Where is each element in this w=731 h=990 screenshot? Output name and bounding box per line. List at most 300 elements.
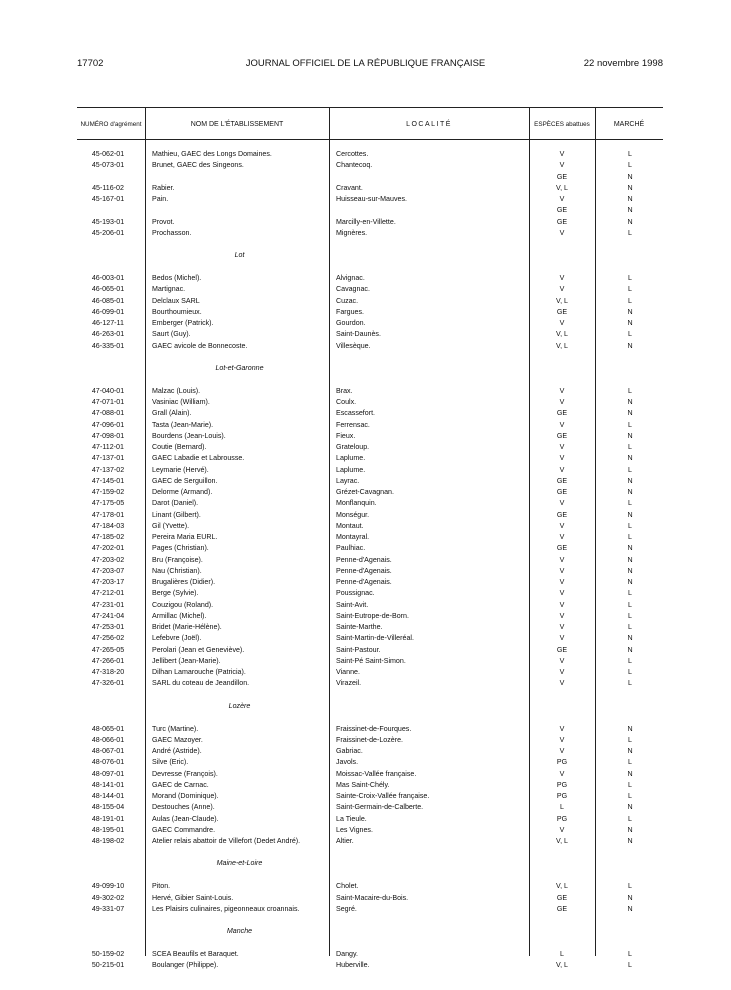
cell-marche: N xyxy=(627,510,633,519)
cell-localite: Laplume. xyxy=(336,454,366,463)
table-row xyxy=(0,543,731,554)
column-header-especes: ESPÈCES abattues xyxy=(534,120,590,128)
cell-numero: 49-302-02 xyxy=(91,893,125,902)
cell-marche: N xyxy=(627,454,633,463)
cell-especes: V xyxy=(559,769,565,778)
cell-numero: 47-175-05 xyxy=(91,499,125,508)
table-row xyxy=(0,386,731,397)
cell-nom: GAEC Labadie et Labrousse. xyxy=(152,454,245,463)
cell-numero: 47-185-02 xyxy=(91,533,125,541)
cell-nom: Bru (Françoise). xyxy=(152,555,203,564)
cell-numero: 47-137-01 xyxy=(91,454,125,463)
cell-especes: PG xyxy=(556,814,568,823)
cell-marche: N xyxy=(627,645,633,654)
cell-localite: Penne-d'Agenais. xyxy=(336,555,392,564)
cell-numero: 48-066-01 xyxy=(91,735,125,744)
cell-numero: 47-203-07 xyxy=(91,566,125,575)
cell-localite: Mas Saint-Chély. xyxy=(336,780,390,789)
cell-marche: L xyxy=(628,961,632,970)
cell-especes: V xyxy=(559,578,565,586)
column-header-localite: LOCALITÉ xyxy=(406,120,452,128)
cell-nom: Grall (Alain). xyxy=(152,409,192,418)
cell-localite: Paulhiac. xyxy=(336,544,366,553)
cell-localite: Brax. xyxy=(336,386,353,395)
table-row xyxy=(0,487,731,498)
cell-localite: Coulx. xyxy=(336,398,357,406)
table-row xyxy=(0,814,731,825)
column-header-marche: MARCHÉ xyxy=(613,120,645,128)
cell-numero: 47-326-01 xyxy=(91,679,125,688)
cell-especes: V xyxy=(559,161,565,170)
cell-especes: V xyxy=(559,825,565,834)
cell-numero: 46-003-01 xyxy=(91,274,125,282)
cell-numero: 47-202-01 xyxy=(91,544,125,553)
cell-nom: Devresse (François). xyxy=(152,769,218,778)
cell-numero: 48-198-02 xyxy=(91,837,125,845)
cell-numero: 46-127-11 xyxy=(92,319,124,327)
table-row xyxy=(0,296,731,307)
cell-especes: V xyxy=(559,724,565,733)
cell-nom: Brugalières (Didier). xyxy=(152,578,216,586)
section-heading xyxy=(0,858,731,869)
cell-nom: Destouches (Anne). xyxy=(152,803,215,812)
section-heading xyxy=(0,926,731,937)
cell-numero: 47-256-02 xyxy=(91,634,125,643)
cell-numero: 48-144-01 xyxy=(91,792,125,800)
table-row xyxy=(0,645,731,656)
cell-localite: Segré. xyxy=(336,904,357,913)
cell-localite: Altier. xyxy=(336,837,354,845)
cell-especes: L xyxy=(560,950,564,958)
table-row xyxy=(0,476,731,487)
cell-numero: 46-065-01 xyxy=(91,285,125,294)
cell-localite: Saint-Germain-de-Calberte. xyxy=(336,803,424,812)
cell-especes: V xyxy=(559,386,565,395)
cell-marche: N xyxy=(627,769,633,778)
cell-especes: GE xyxy=(556,172,568,181)
cell-especes: GE xyxy=(556,206,568,215)
cell-numero: 47-098-01 xyxy=(91,431,125,440)
cell-marche: N xyxy=(627,217,633,226)
table-row xyxy=(0,780,731,791)
table-row xyxy=(0,408,731,419)
cell-numero: 47-040-01 xyxy=(91,386,125,395)
cell-localite: Chantecoq. xyxy=(336,161,373,170)
cell-nom: GAEC de Carnac. xyxy=(152,780,209,789)
table-row xyxy=(0,904,731,915)
cell-especes: GE xyxy=(556,544,568,553)
cell-especes: L xyxy=(560,803,564,812)
cell-localite: Grateloup. xyxy=(336,443,370,451)
cell-localite: Fieux. xyxy=(336,431,356,440)
cell-nom: Piton. xyxy=(152,882,171,891)
cell-marche: L xyxy=(628,735,632,744)
cell-nom: Lefebvre (Joël). xyxy=(152,634,202,643)
table-row xyxy=(0,633,731,644)
cell-especes: GE xyxy=(556,476,568,485)
table-row xyxy=(0,397,731,408)
table-row xyxy=(0,431,731,442)
cell-nom: Silve (Eric). xyxy=(152,758,189,767)
cell-nom: André (Astride). xyxy=(152,747,202,755)
table-row xyxy=(0,588,731,599)
table-row xyxy=(0,149,731,160)
column-header-nom: NOM DE L'ÉTABLISSEMENT xyxy=(190,120,284,128)
cell-especes: PG xyxy=(556,792,568,800)
cell-nom: Armillac (Michel). xyxy=(152,611,207,620)
cell-especes: PG xyxy=(556,758,568,767)
cell-localite: Alvignac. xyxy=(336,274,365,282)
cell-localite: Fraissinet-de-Lozère. xyxy=(336,735,404,744)
cell-numero: 48-195-01 xyxy=(91,825,125,834)
cell-nom: Brunet, GAEC des Singeons. xyxy=(152,161,244,170)
cell-nom: SARL du coteau de Jeandillon. xyxy=(152,679,250,688)
cell-numero: 47-212-01 xyxy=(91,589,125,598)
cell-especes: GE xyxy=(556,510,568,519)
journal-title: JOURNAL OFFICIEL DE LA RÉPUBLIQUE FRANÇAISE xyxy=(245,58,486,69)
cell-marche: L xyxy=(628,228,632,237)
cell-especes: GE xyxy=(556,645,568,654)
cell-numero: 47-253-01 xyxy=(91,623,125,631)
cell-marche: L xyxy=(628,274,632,282)
table-row xyxy=(0,442,731,453)
table-row xyxy=(0,656,731,667)
cell-localite: Fargues. xyxy=(336,307,364,316)
cell-localite: Penne-d'Agenais. xyxy=(336,566,392,575)
cell-nom: Provot. xyxy=(152,217,175,226)
cell-numero: 47-096-01 xyxy=(91,420,125,429)
cell-numero: 45-073-01 xyxy=(91,161,125,170)
cell-numero: 46-099-01 xyxy=(91,307,125,316)
cell-marche: N xyxy=(627,634,633,643)
cell-especes: V xyxy=(559,443,565,451)
table-row xyxy=(0,724,731,735)
cell-localite: La Tieule. xyxy=(336,814,367,823)
table-row xyxy=(0,555,731,566)
cell-nom: Leymarie (Hervé). xyxy=(152,465,209,474)
cell-especes: V xyxy=(559,533,565,541)
table-row xyxy=(0,735,731,746)
cell-marche: N xyxy=(627,578,633,586)
cell-localite: Cavagnac. xyxy=(336,285,370,294)
cell-localite: Cholet. xyxy=(336,882,359,891)
table-row xyxy=(0,949,731,960)
table-row xyxy=(0,566,731,577)
cell-marche: L xyxy=(628,330,632,339)
cell-nom: Gil (Yvette). xyxy=(152,521,190,530)
cell-marche: L xyxy=(628,285,632,294)
cell-localite: Saint-Pé Saint-Simon. xyxy=(336,656,406,665)
cell-localite: Saint-Avit. xyxy=(336,600,369,609)
cell-nom: Martignac. xyxy=(152,285,186,294)
cell-marche: L xyxy=(628,161,632,170)
table-row xyxy=(0,757,731,768)
cell-especes: V xyxy=(559,285,565,294)
cell-numero: 48-097-01 xyxy=(91,769,125,778)
cell-localite: Sainte-Croix-Vallée française. xyxy=(336,792,430,800)
cell-numero: 47-071-01 xyxy=(91,398,125,406)
cell-especes: V xyxy=(559,634,565,643)
issue-date: 22 novembre 1998 xyxy=(583,58,663,69)
cell-localite: Saint-Eutrope-de-Born. xyxy=(336,611,409,620)
cell-marche: L xyxy=(628,780,632,789)
table-row xyxy=(0,172,731,183)
cell-especes: V xyxy=(559,611,565,620)
cell-especes: V xyxy=(559,420,565,429)
cell-nom: Pages (Christian). xyxy=(152,544,209,553)
cell-localite: Layrac. xyxy=(336,476,360,485)
table-row xyxy=(0,273,731,284)
cell-marche: L xyxy=(628,600,632,609)
cell-marche: L xyxy=(628,296,632,305)
cell-especes: GE xyxy=(556,893,568,902)
cell-marche: L xyxy=(628,814,632,823)
cell-marche: L xyxy=(628,465,632,474)
table-row xyxy=(0,678,731,689)
cell-localite: Huisseau-sur-Mauves. xyxy=(336,195,407,203)
cell-localite: Penne-d'Agenais. xyxy=(336,578,392,586)
cell-nom: SCEA Beaufils et Baraquet. xyxy=(152,950,239,958)
cell-nom: Linant (Gilbert). xyxy=(152,510,201,519)
table-row xyxy=(0,498,731,509)
cell-localite: Montayral. xyxy=(336,533,370,541)
cell-numero: 47-266-01 xyxy=(91,656,125,665)
cell-nom: Pain. xyxy=(152,195,169,203)
table-row xyxy=(0,307,731,318)
cell-localite: Vianne. xyxy=(336,668,360,676)
cell-localite: Marcilly-en-Villette. xyxy=(336,217,396,226)
cell-nom: Emberger (Patrick). xyxy=(152,319,214,327)
cell-numero: 48-191-01 xyxy=(91,814,125,823)
cell-especes: V xyxy=(559,228,565,237)
cell-especes: V xyxy=(559,150,565,158)
cell-nom: Rabier. xyxy=(152,183,175,192)
cell-marche: N xyxy=(627,724,633,733)
cell-localite: Fraissinet-de-Fourques. xyxy=(336,724,412,733)
cell-marche: L xyxy=(628,950,632,958)
cell-especes: GE xyxy=(556,488,568,496)
cell-marche: N xyxy=(627,341,633,350)
cell-nom: Perolari (Jean et Geneviève). xyxy=(152,645,245,654)
cell-nom: Darot (Daniel). xyxy=(152,499,199,508)
cell-especes: V xyxy=(559,656,565,665)
cell-especes: V xyxy=(559,319,565,327)
cell-especes: V xyxy=(559,274,565,282)
section-title: Lot-et-Garonne xyxy=(215,363,264,372)
cell-localite: Gabriac. xyxy=(336,747,363,755)
cell-marche: N xyxy=(627,307,633,316)
section-title: Maine-et-Loire xyxy=(216,859,263,868)
cell-marche: L xyxy=(628,792,632,800)
table-row xyxy=(0,465,731,476)
cell-especes: GE xyxy=(556,307,568,316)
cell-localite: Villesèque. xyxy=(336,341,371,350)
cell-especes: V, L xyxy=(556,882,568,891)
table-row xyxy=(0,341,731,352)
cell-localite: Gourdon. xyxy=(336,319,366,327)
cell-marche: L xyxy=(628,758,632,767)
cell-marche: L xyxy=(628,679,632,688)
cell-marche: N xyxy=(627,319,633,327)
cell-especes: V, L xyxy=(556,837,568,845)
cell-marche: N xyxy=(627,431,633,440)
cell-numero: 47-159-02 xyxy=(91,488,125,496)
cell-localite: Saint-Macaire-du-Bois. xyxy=(336,893,409,902)
cell-nom: Berge (Sylvie). xyxy=(152,589,199,598)
cell-numero: 45-193-01 xyxy=(91,217,125,226)
cell-marche: N xyxy=(627,893,633,902)
cell-numero: 48-155-04 xyxy=(91,803,125,812)
cell-numero: 45-062-01 xyxy=(91,150,125,158)
table-row xyxy=(0,802,731,813)
section-heading xyxy=(0,701,731,712)
table-row xyxy=(0,284,731,295)
cell-localite: Mignères. xyxy=(336,228,368,237)
cell-nom: Bourdens (Jean-Louis). xyxy=(152,431,226,440)
cell-numero: 47-231-01 xyxy=(91,600,125,609)
cell-marche: L xyxy=(628,150,632,158)
cell-marche: L xyxy=(628,623,632,631)
cell-numero: 48-076-01 xyxy=(91,758,125,767)
cell-nom: Coutie (Bernard). xyxy=(152,443,207,451)
cell-localite: Montaut. xyxy=(336,521,364,530)
cell-numero: 46-263-01 xyxy=(91,330,125,339)
section-heading xyxy=(0,363,731,374)
cell-nom: Nau (Christian). xyxy=(152,566,202,575)
column-header-numero: NUMÉRO d'agrément xyxy=(80,120,142,128)
cell-especes: GE xyxy=(556,431,568,440)
table-row xyxy=(0,228,731,239)
cell-localite: Cercottes. xyxy=(336,150,369,158)
cell-localite: Huberville. xyxy=(336,961,370,970)
cell-numero: 47-137-02 xyxy=(91,465,125,474)
cell-nom: GAEC avicole de Bonnecoste. xyxy=(152,341,248,350)
table-row xyxy=(0,318,731,329)
cell-numero: 47-088-01 xyxy=(91,409,125,418)
cell-nom: Bourthoumieux. xyxy=(152,307,202,316)
table-row xyxy=(0,577,731,588)
cell-marche: N xyxy=(627,488,633,496)
table-row xyxy=(0,183,731,194)
cell-numero: 48-067-01 xyxy=(91,747,125,755)
cell-localite: Javols. xyxy=(336,758,359,767)
cell-especes: V xyxy=(559,195,565,203)
cell-marche: N xyxy=(627,904,633,913)
cell-especes: V xyxy=(559,521,565,530)
section-title: Lozère xyxy=(228,701,251,710)
table-row xyxy=(0,960,731,971)
table-row xyxy=(0,532,731,543)
table-header-rule xyxy=(77,139,663,140)
table-row xyxy=(0,205,731,216)
cell-especes: GE xyxy=(556,217,568,226)
cell-especes: PG xyxy=(556,780,568,789)
cell-nom: Malzac (Louis). xyxy=(152,386,201,395)
cell-numero: 47-203-02 xyxy=(91,555,125,564)
cell-nom: Mathieu, GAEC des Longs Domaines. xyxy=(152,150,272,158)
cell-nom: Delclaux SARL xyxy=(152,296,200,305)
cell-marche: N xyxy=(627,837,633,845)
cell-especes: V xyxy=(559,735,565,744)
cell-numero: 49-099-10 xyxy=(91,882,125,891)
cell-nom: Bedos (Michel). xyxy=(152,274,202,282)
table-row xyxy=(0,611,731,622)
cell-nom: Jellibert (Jean-Marie). xyxy=(152,656,221,665)
cell-marche: N xyxy=(627,409,633,418)
cell-localite: Moissac-Vallée française. xyxy=(336,769,417,778)
table-row xyxy=(0,217,731,228)
table-row xyxy=(0,836,731,847)
cell-marche: N xyxy=(627,747,633,755)
cell-nom: Boulanger (Philippe). xyxy=(152,961,219,970)
cell-numero: 45-206-01 xyxy=(91,228,125,237)
cell-numero: 47-265-05 xyxy=(91,645,125,654)
table-row xyxy=(0,667,731,678)
table-row xyxy=(0,420,731,431)
cell-marche: N xyxy=(627,555,633,564)
cell-especes: V, L xyxy=(556,296,568,305)
cell-especes: V xyxy=(559,600,565,609)
cell-numero: 47-145-01 xyxy=(91,476,125,485)
table-row xyxy=(0,453,731,464)
cell-marche: L xyxy=(628,656,632,665)
table-row xyxy=(0,329,731,340)
cell-especes: V xyxy=(559,679,565,688)
cell-marche: N xyxy=(627,206,633,215)
cell-especes: V xyxy=(559,623,565,631)
cell-marche: N xyxy=(627,803,633,812)
cell-numero: 48-141-01 xyxy=(91,780,125,789)
cell-nom: GAEC de Serguillon. xyxy=(152,476,218,485)
cell-numero: 45-167-01 xyxy=(91,195,125,203)
cell-localite: Poussignac. xyxy=(336,589,375,598)
cell-marche: L xyxy=(628,589,632,598)
cell-numero: 49-331-07 xyxy=(91,904,125,913)
cell-marche: L xyxy=(628,443,632,451)
cell-numero: 47-112-01 xyxy=(92,443,124,451)
cell-marche: N xyxy=(627,476,633,485)
page-number: 17702 xyxy=(77,58,104,69)
cell-nom: GAEC Commandre. xyxy=(152,825,216,834)
cell-especes: V xyxy=(559,747,565,755)
cell-especes: GE xyxy=(556,904,568,913)
cell-marche: N xyxy=(627,398,633,406)
cell-numero: 47-184-03 xyxy=(91,521,125,530)
cell-marche: L xyxy=(628,386,632,395)
cell-especes: V xyxy=(559,555,565,564)
cell-marche: L xyxy=(628,420,632,429)
table-row xyxy=(0,600,731,611)
cell-nom: Couzigou (Roland). xyxy=(152,600,214,609)
cell-especes: V xyxy=(559,566,565,575)
cell-localite: Les Vignes. xyxy=(336,825,373,834)
cell-marche: L xyxy=(628,611,632,620)
cell-localite: Sainte-Marthe. xyxy=(336,623,383,631)
cell-numero: 48-065-01 xyxy=(91,724,125,733)
cell-numero: 45-116-02 xyxy=(92,183,124,192)
cell-localite: Dangy. xyxy=(336,950,358,958)
table-row xyxy=(0,622,731,633)
cell-nom: Delorme (Armand). xyxy=(152,488,213,496)
cell-nom: Aulas (Jean-Claude). xyxy=(152,814,219,823)
table-row xyxy=(0,746,731,757)
table-row xyxy=(0,893,731,904)
cell-nom: Dilhan Lamarouche (Patricia). xyxy=(152,668,246,676)
cell-localite: Monségur. xyxy=(336,510,370,519)
cell-especes: V xyxy=(559,454,565,463)
cell-localite: Grézet-Cavagnan. xyxy=(336,488,394,496)
cell-marche: N xyxy=(627,825,633,834)
